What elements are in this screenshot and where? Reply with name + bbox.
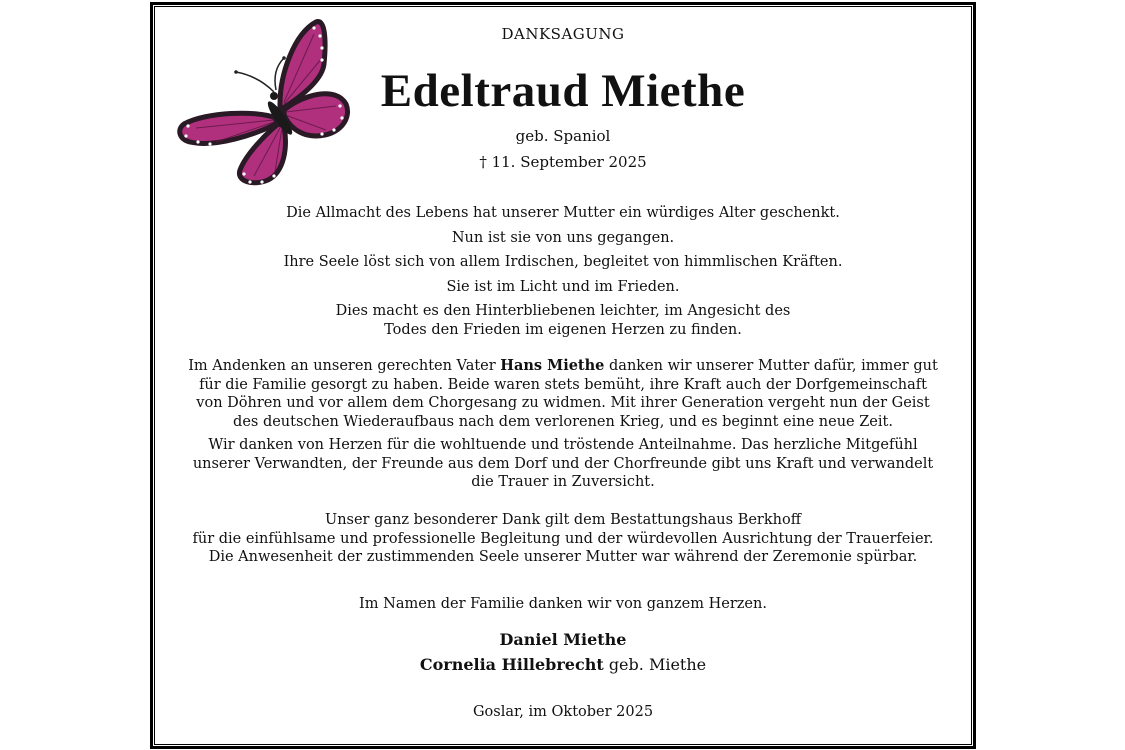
poem-line: Dies macht es den Hinterbliebenen leichter, im Angesicht des <box>335 303 791 319</box>
memory-text: für die Familie gesorgt zu haben. Beide waren stets bemüht, ihre Kraft auch der Dorfgemeinschaft <box>199 376 927 393</box>
memory-text: danken wir unserer Mutter dafür, immer gut <box>609 358 938 374</box>
signature-second <box>185 656 941 675</box>
place-date: Goslar, im Oktober 2025 <box>472 704 654 720</box>
signature-name: Daniel Miethe <box>499 630 627 649</box>
poem-line: Nun ist sie von uns gegangen. <box>451 229 675 246</box>
thanks-text: die Trauer in Zuversicht. <box>471 474 655 490</box>
memory-text: Im Andenken an unseren gerechten Vater <box>188 358 496 374</box>
memory-text: des deutschen Wiederaufbaus nach dem verlorenen Krieg, und es beginnt eine neue Zeit. <box>233 413 893 430</box>
poem-line: Ihre Seele löst sich von allem Irdischen, begleitet von himmlischen Kräften. <box>283 254 843 270</box>
signature-first <box>185 631 941 650</box>
poem-line: Die Allmacht des Lebens hat unserer Mutter ein würdiges Alter geschenkt. <box>286 205 840 221</box>
poem-line: Sie ist im Licht und im Frieden. <box>446 278 680 295</box>
memory-text: von Döhren und vor allem dem Chorgesang zu widmen. Mit ihrer Generation vergeht nun der Geist <box>196 395 930 411</box>
maiden-name: geb. Spaniol <box>515 127 611 145</box>
special-thanks-paragraph <box>185 511 941 567</box>
thanks-text: Wir danken von Herzen für die wohltuende und tröstende Anteilnahme. Das herzliche Mitgefühl <box>208 437 918 453</box>
father-name: Hans Miethe <box>500 357 605 374</box>
poem-line: Todes den Frieden im eigenen Herzen zu finden. <box>384 321 742 338</box>
thanks-text: unserer Verwandten, der Freunde aus dem Dorf und der Chorfreunde gibt uns Kraft und verwandelt <box>192 455 934 472</box>
notice-heading: DANKSAGUNG <box>501 25 625 43</box>
special-thanks-text: für die einfühlsame und professionelle Begleitung und der würdevollen Ausrichtung der Trauerfeier. <box>192 530 934 547</box>
signature-suffix: geb. Miethe <box>608 655 707 674</box>
poem-block <box>150 201 976 339</box>
poem-final-lines <box>150 302 976 339</box>
special-thanks-text: Die Anwesenheit der zustimmenden Seele unserer Mutter war während der Zeremonie spürbar. <box>208 549 918 565</box>
signature-name: Cornelia Hillebrecht <box>419 655 604 674</box>
closing-line: Im Namen der Familie danken wir von ganzem Herzen. <box>359 596 767 612</box>
thanks-paragraph <box>185 436 941 492</box>
special-thanks-text: Unser ganz besonderer Dank gilt dem Bestattungshaus Berkhoff <box>324 512 802 528</box>
death-date: † 11. September 2025 <box>479 153 647 171</box>
memory-paragraph <box>185 357 941 431</box>
deceased-name: Edeltraud Miethe <box>380 65 746 117</box>
